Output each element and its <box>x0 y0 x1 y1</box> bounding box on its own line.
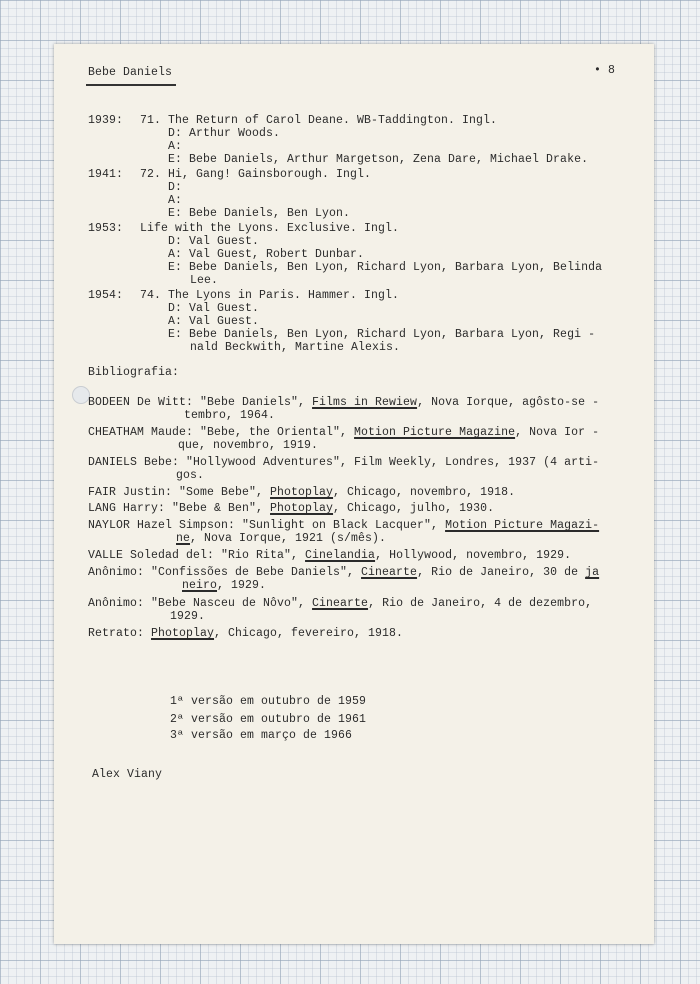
bibliography-heading: Bibliografia: <box>88 366 180 379</box>
bibliography-entry-continued: que, novembro, 1919. <box>178 439 319 452</box>
bibliography-entry-continued: 1929. <box>170 610 206 623</box>
film-title-line: 72. Hi, Gang! Gainsborough. Ingl. <box>140 168 372 181</box>
version-note: 2ª versão em outubro de 1961 <box>170 713 367 726</box>
film-cast: E: Bebe Daniels, Ben Lyon. <box>168 207 351 220</box>
film-writer: A: <box>168 140 183 153</box>
film-cast: E: Bebe Daniels, Ben Lyon, Richard Lyon, Barbara Lyon, Regi - <box>168 328 596 341</box>
bibliography-entry: CHEATHAM Maude: "Bebe, the Oriental", Motion Picture Magazine, Nova Ior - <box>88 426 600 439</box>
film-title-line: 74. The Lyons in Paris. Hammer. Ingl. <box>140 289 400 302</box>
page-title: Bebe Daniels <box>88 66 173 79</box>
bibliography-entry: VALLE Soledad del: "Rio Rita", Cinelandia, Hollywood, novembro, 1929. <box>88 549 572 562</box>
film-writer: A: <box>168 194 183 207</box>
film-year: 1939: <box>88 114 124 127</box>
film-cast: E: Bebe Daniels, Arthur Margetson, Zena Dare, Michael Drake. <box>168 153 589 166</box>
film-writer: A: Val Guest, Robert Dunbar. <box>168 248 365 261</box>
bibliography-entry-continued: ne, Nova Iorque, 1921 (s/mês). <box>176 532 387 545</box>
bibliography-entry: BODEEN De Witt: "Bebe Daniels", Films in Rewiew, Nova Iorque, agôsto-se - <box>88 396 600 409</box>
bibliography-entry: LANG Harry: "Bebe & Ben", Photoplay, Chicago, julho, 1930. <box>88 502 495 515</box>
film-title-line: Life with the Lyons. Exclusive. Ingl. <box>140 222 400 235</box>
version-note: 3ª versão em março de 1966 <box>170 729 353 742</box>
film-cast: E: Bebe Daniels, Ben Lyon, Richard Lyon, Barbara Lyon, Belinda <box>168 261 603 274</box>
bibliography-entry: Retrato: Photoplay, Chicago, fevereiro, 1918. <box>88 627 404 640</box>
film-year: 1941: <box>88 168 124 181</box>
bibliography-entry: Anônimo: "Bebe Nasceu de Nôvo", Cinearte, Rio de Janeiro, 4 de dezembro, <box>88 597 593 610</box>
bibliography-entry-continued: tembro, 1964. <box>184 409 276 422</box>
bibliography-entry-continued: neiro, 1929. <box>182 579 267 592</box>
author-name: Alex Viany <box>92 768 163 781</box>
title-underline <box>86 84 176 86</box>
film-director: D: Val Guest. <box>168 235 260 248</box>
bibliography-entry: FAIR Justin: "Some Bebe", Photoplay, Chicago, novembro, 1918. <box>88 486 516 499</box>
film-director: D: Arthur Woods. <box>168 127 281 140</box>
bibliography-entry: Anônimo: "Confissões de Bebe Daniels", Cinearte, Rio de Janeiro, 30 de ja <box>88 566 600 579</box>
film-writer: A: Val Guest. <box>168 315 260 328</box>
film-cast-continued: nald Beckwith, Martine Alexis. <box>190 341 401 354</box>
bibliography-entry: NAYLOR Hazel Simpson: "Sunlight on Black Lacquer", Motion Picture Magazi- <box>88 519 600 532</box>
film-year: 1953: <box>88 222 124 235</box>
page-number: • 8 <box>594 64 616 77</box>
film-director: D: <box>168 181 183 194</box>
film-director: D: Val Guest. <box>168 302 260 315</box>
film-year: 1954: <box>88 289 124 302</box>
version-note: 1ª versão em outubro de 1959 <box>170 695 367 708</box>
bibliography-entry: DANIELS Bebe: "Hollywood Adventures", Film Weekly, Londres, 1937 (4 arti- <box>88 456 600 469</box>
film-cast-continued: Lee. <box>190 274 219 287</box>
film-title-line: 71. The Return of Carol Deane. WB-Taddington. Ingl. <box>140 114 498 127</box>
bibliography-entry-continued: gos. <box>176 469 205 482</box>
